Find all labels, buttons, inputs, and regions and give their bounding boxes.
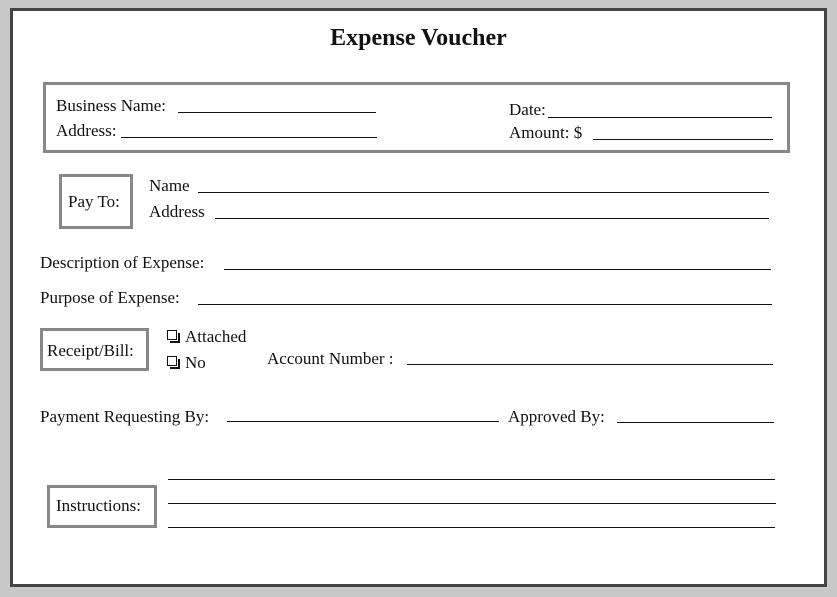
description-label: Description of Expense: <box>40 253 205 272</box>
instructions-line-2[interactable] <box>168 503 776 504</box>
approved-by-field[interactable] <box>617 422 774 423</box>
payment-requesting-field[interactable] <box>227 421 499 422</box>
instructions-line-1[interactable] <box>168 479 775 480</box>
pay-to-name-field[interactable] <box>198 192 769 193</box>
pay-to-address-label: Address <box>149 202 205 221</box>
instructions-label: Instructions: <box>56 496 141 515</box>
description-field[interactable] <box>224 269 771 270</box>
attached-option-label: Attached <box>185 327 247 346</box>
attached-checkbox[interactable] <box>167 330 177 340</box>
business-name-label: Business Name: <box>56 96 167 115</box>
pay-to-label: Pay To: <box>68 192 120 211</box>
business-name-field[interactable] <box>178 112 376 113</box>
account-number-field[interactable] <box>407 364 773 365</box>
receipt-label: Receipt/Bill: <box>47 341 134 360</box>
no-option-label: No <box>185 353 206 372</box>
instructions-line-3[interactable] <box>168 527 775 528</box>
purpose-field[interactable] <box>198 304 772 305</box>
pay-to-address-field[interactable] <box>215 218 769 219</box>
account-number-label: Account Number : <box>267 349 394 368</box>
amount-label: Amount: $ <box>509 123 583 142</box>
expense-voucher-form <box>10 8 827 587</box>
no-checkbox[interactable] <box>167 356 177 366</box>
amount-field[interactable] <box>593 139 773 140</box>
approved-by-label: Approved By: <box>508 407 605 426</box>
purpose-label: Purpose of Expense: <box>40 288 180 307</box>
address-label: Address: <box>56 121 117 140</box>
date-field[interactable] <box>548 117 772 118</box>
date-label: Date: <box>509 100 546 119</box>
address-field[interactable] <box>121 137 377 138</box>
pay-to-name-label: Name <box>149 176 190 195</box>
payment-requesting-label: Payment Requesting By: <box>40 407 210 426</box>
form-title: Expense Voucher <box>330 25 507 51</box>
